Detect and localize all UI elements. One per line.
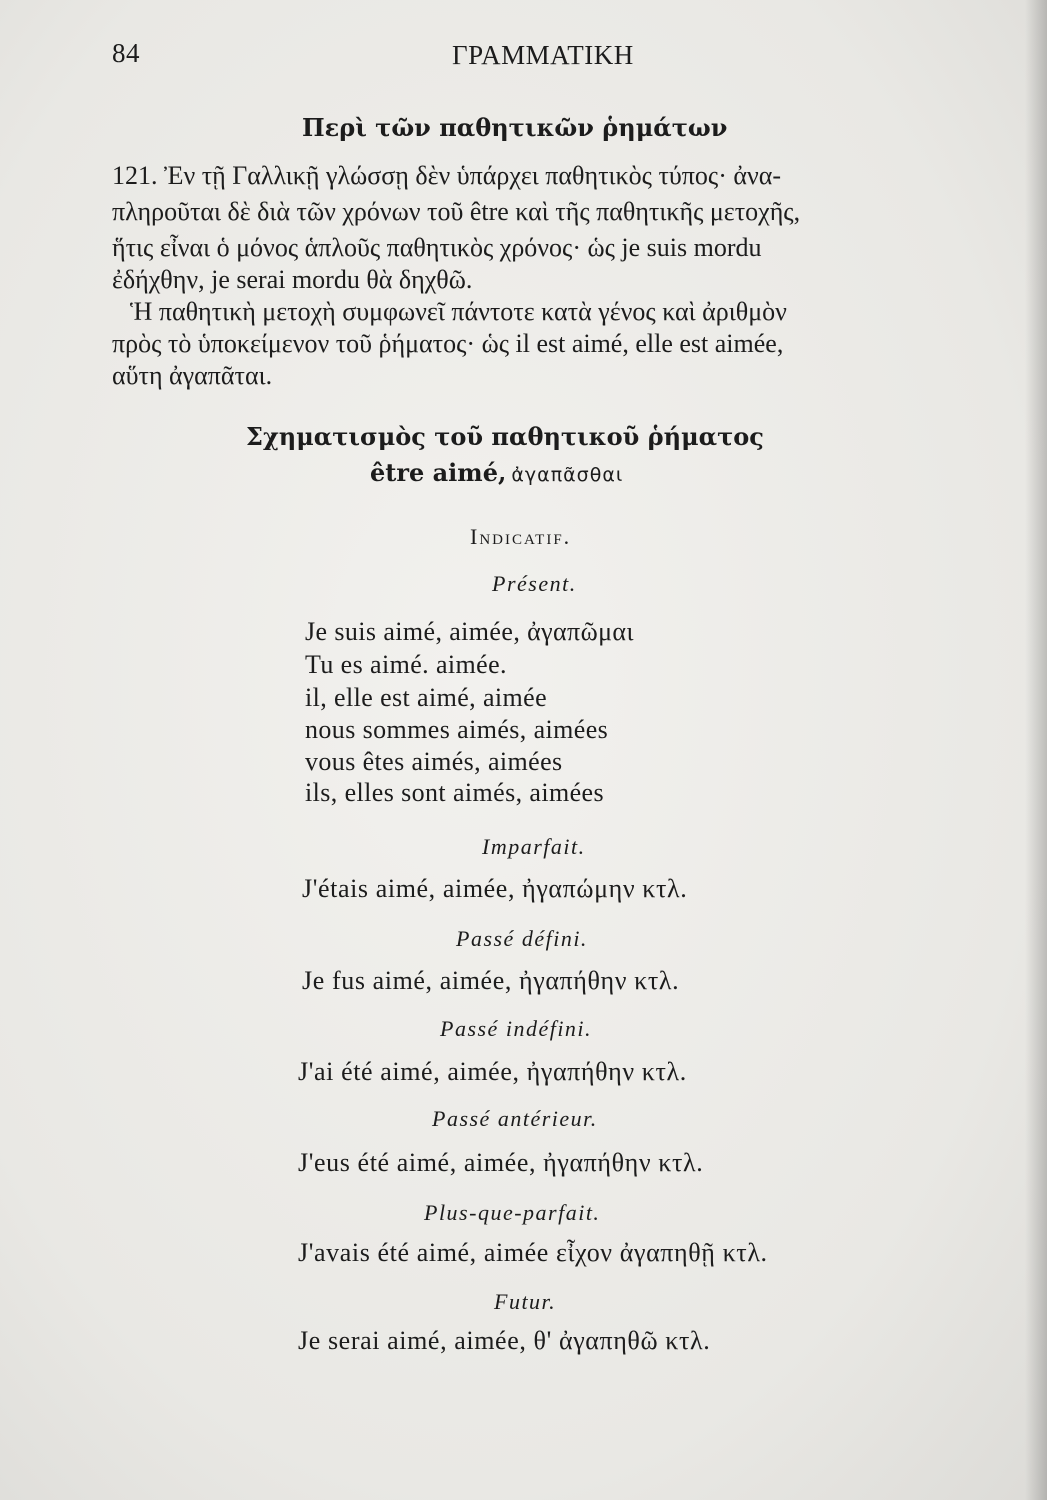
present-line-6: ils, elles sont aimés, aimées (305, 778, 604, 807)
tense-line-passe-defini: Je fus aimé, aimée, ἠγαπήθην κτλ. (302, 966, 680, 995)
tense-line-passe-indefini: J'ai été aimé, aimée, ἠγαπήθην κτλ. (298, 1057, 687, 1086)
page-number: 84 (112, 38, 140, 68)
present-line-2: Tu es aimé. aimée. (305, 650, 507, 679)
tense-label-futur: Futur. (494, 1289, 557, 1314)
tense-label-imparfait: Imparfait. (482, 834, 586, 859)
tense-line-futur: Je serai aimé, aimée, θ' ἀγαπηθῶ κτλ. (298, 1326, 711, 1355)
paragraph-line-5: Ἡ παθητικὴ μετοχὴ συμφωνεῖ πάντοτε κατὰ γένος καὶ ἀριθμὸν (130, 297, 787, 326)
paragraph-line-1: 121. Ἐν τῇ Γαλλικῇ γλώσσῃ δὲν ὑπάρχει παθητικὸς τύπος· ἀνα- (112, 161, 782, 190)
page-edge-shadow (1025, 0, 1047, 1500)
paragraph-line-4: ἐδήχθην, je serai mordu θὰ δηχθῶ. (112, 265, 473, 294)
running-title: ΓΡΑΜΜΑΤΙΚΗ (452, 40, 634, 70)
mood-heading: Indicatif. (470, 524, 572, 549)
section-title: Περὶ τῶν παθητικῶν ῥημάτων (302, 113, 728, 142)
present-line-5: vous êtes aimés, aimées (305, 747, 563, 776)
conjugation-title: Σχηματισμὸς τοῦ παθητικοῦ ῥήματος (246, 422, 764, 451)
conjugation-verb: être aimé, (370, 458, 507, 487)
present-line-3: il, elle est aimé, aimée (305, 683, 548, 712)
present-line-4: nous sommes aimés, aimées (305, 715, 609, 744)
tense-label-passe-indefini: Passé indéfini. (440, 1016, 593, 1041)
tense-label-passe-defini: Passé défini. (456, 926, 588, 951)
tense-line-passe-anterieur: J'eus été aimé, aimée, ἠγαπήθην κτλ. (298, 1148, 704, 1177)
present-line-1: Je suis aimé, aimée, ἀγαπῶμαι (305, 617, 634, 646)
tense-line-imparfait: J'étais aimé, aimée, ἠγαπώμην κτλ. (302, 874, 688, 903)
tense-label-present: Présent. (492, 571, 577, 596)
paragraph-line-2: πληροῦται δὲ διὰ τῶν χρόνων τοῦ être καὶ τῆς παθητικῆς μετοχῆς, (112, 197, 801, 226)
conjugation-verb-greek: ἀγαπᾶσθαι (511, 464, 624, 486)
paragraph-line-3: ἥτις εἶναι ὁ μόνος ἁπλοῦς παθητικὸς χρόνος· ὡς je suis mordu (112, 233, 762, 262)
tense-line-plus-que-parfait: J'avais été aimé, aimée εἶχον ἀγαπηθῇ κτλ. (298, 1238, 768, 1267)
tense-label-plus-que-parfait: Plus-que-parfait. (424, 1200, 601, 1225)
paragraph-line-7: αὕτη ἀγαπᾶται. (112, 361, 273, 390)
conjugation-subtitle (370, 458, 623, 487)
paragraph-line-6: πρὸς τὸ ὑποκείμενον τοῦ ῥήματος· ὡς il est aimé, elle est aimée, (112, 329, 784, 358)
tense-label-passe-anterieur: Passé antérieur. (432, 1106, 598, 1131)
